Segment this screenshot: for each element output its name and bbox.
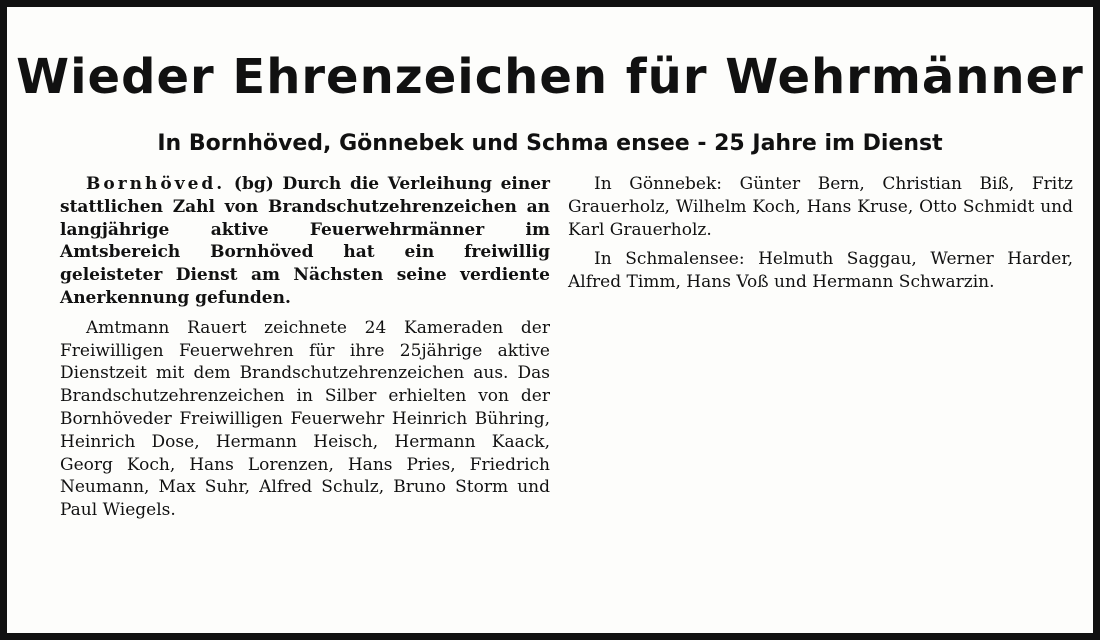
headline: Wieder Ehrenzeichen für Wehrmänner: [16, 49, 1084, 105]
newspaper-clipping: [7, 7, 1093, 633]
body-paragraph-goennebek: In Gönnebek: Günter Bern, Christian Biß, Fritz Grauerholz, Wilhelm Koch, Hans Kruse, Otto Schmidt und Karl Grauerholz.: [568, 174, 1073, 240]
right-column: [568, 173, 1073, 301]
lead-paragraph: [60, 173, 550, 310]
source-tag: (bg): [225, 174, 283, 194]
left-column: [60, 173, 550, 529]
body-paragraph: Amtmann Rauert zeichnete 24 Kameraden der Freiwilligen Feuerwehren für ihre 25jährige aktive Dienstzeit mit dem Brandschutzehrenzeichen aus. Das Brandschutzehrenzeichen in Silber erhielten von der Bornhöveder Freiwilligen Feuerwehr Heinrich Bühring, Heinrich Dose, Hermann Heisch, Hermann Kaack, Georg Koch, Hans Lorenzen, Hans Pries, Friedrich Neumann, Max Suhr, Alfred Schulz, Bruno Storm und Paul Wiegels.: [60, 317, 550, 521]
subheadline: In Bornhöved, Gönnebek und Schma ensee - 25 Jahre im Dienst: [157, 131, 943, 156]
lead-text: Durch die Verleihung einer stattlichen Zahl von Brandschutzehrenzeichen an langjährige aktive Feuerwehrmänner im Amtsbereich Bornhöved hat ein freiwillig geleisteter Dienst am Nächsten seine verdiente Anerkennung gefunden.: [60, 174, 550, 308]
dateline: Bornhöved.: [86, 174, 226, 194]
body-paragraph-schmalensee: In Schmalensee: Helmuth Saggau, Werner Harder, Alfred Timm, Hans Voß und Hermann Schwarzin.: [568, 249, 1073, 293]
